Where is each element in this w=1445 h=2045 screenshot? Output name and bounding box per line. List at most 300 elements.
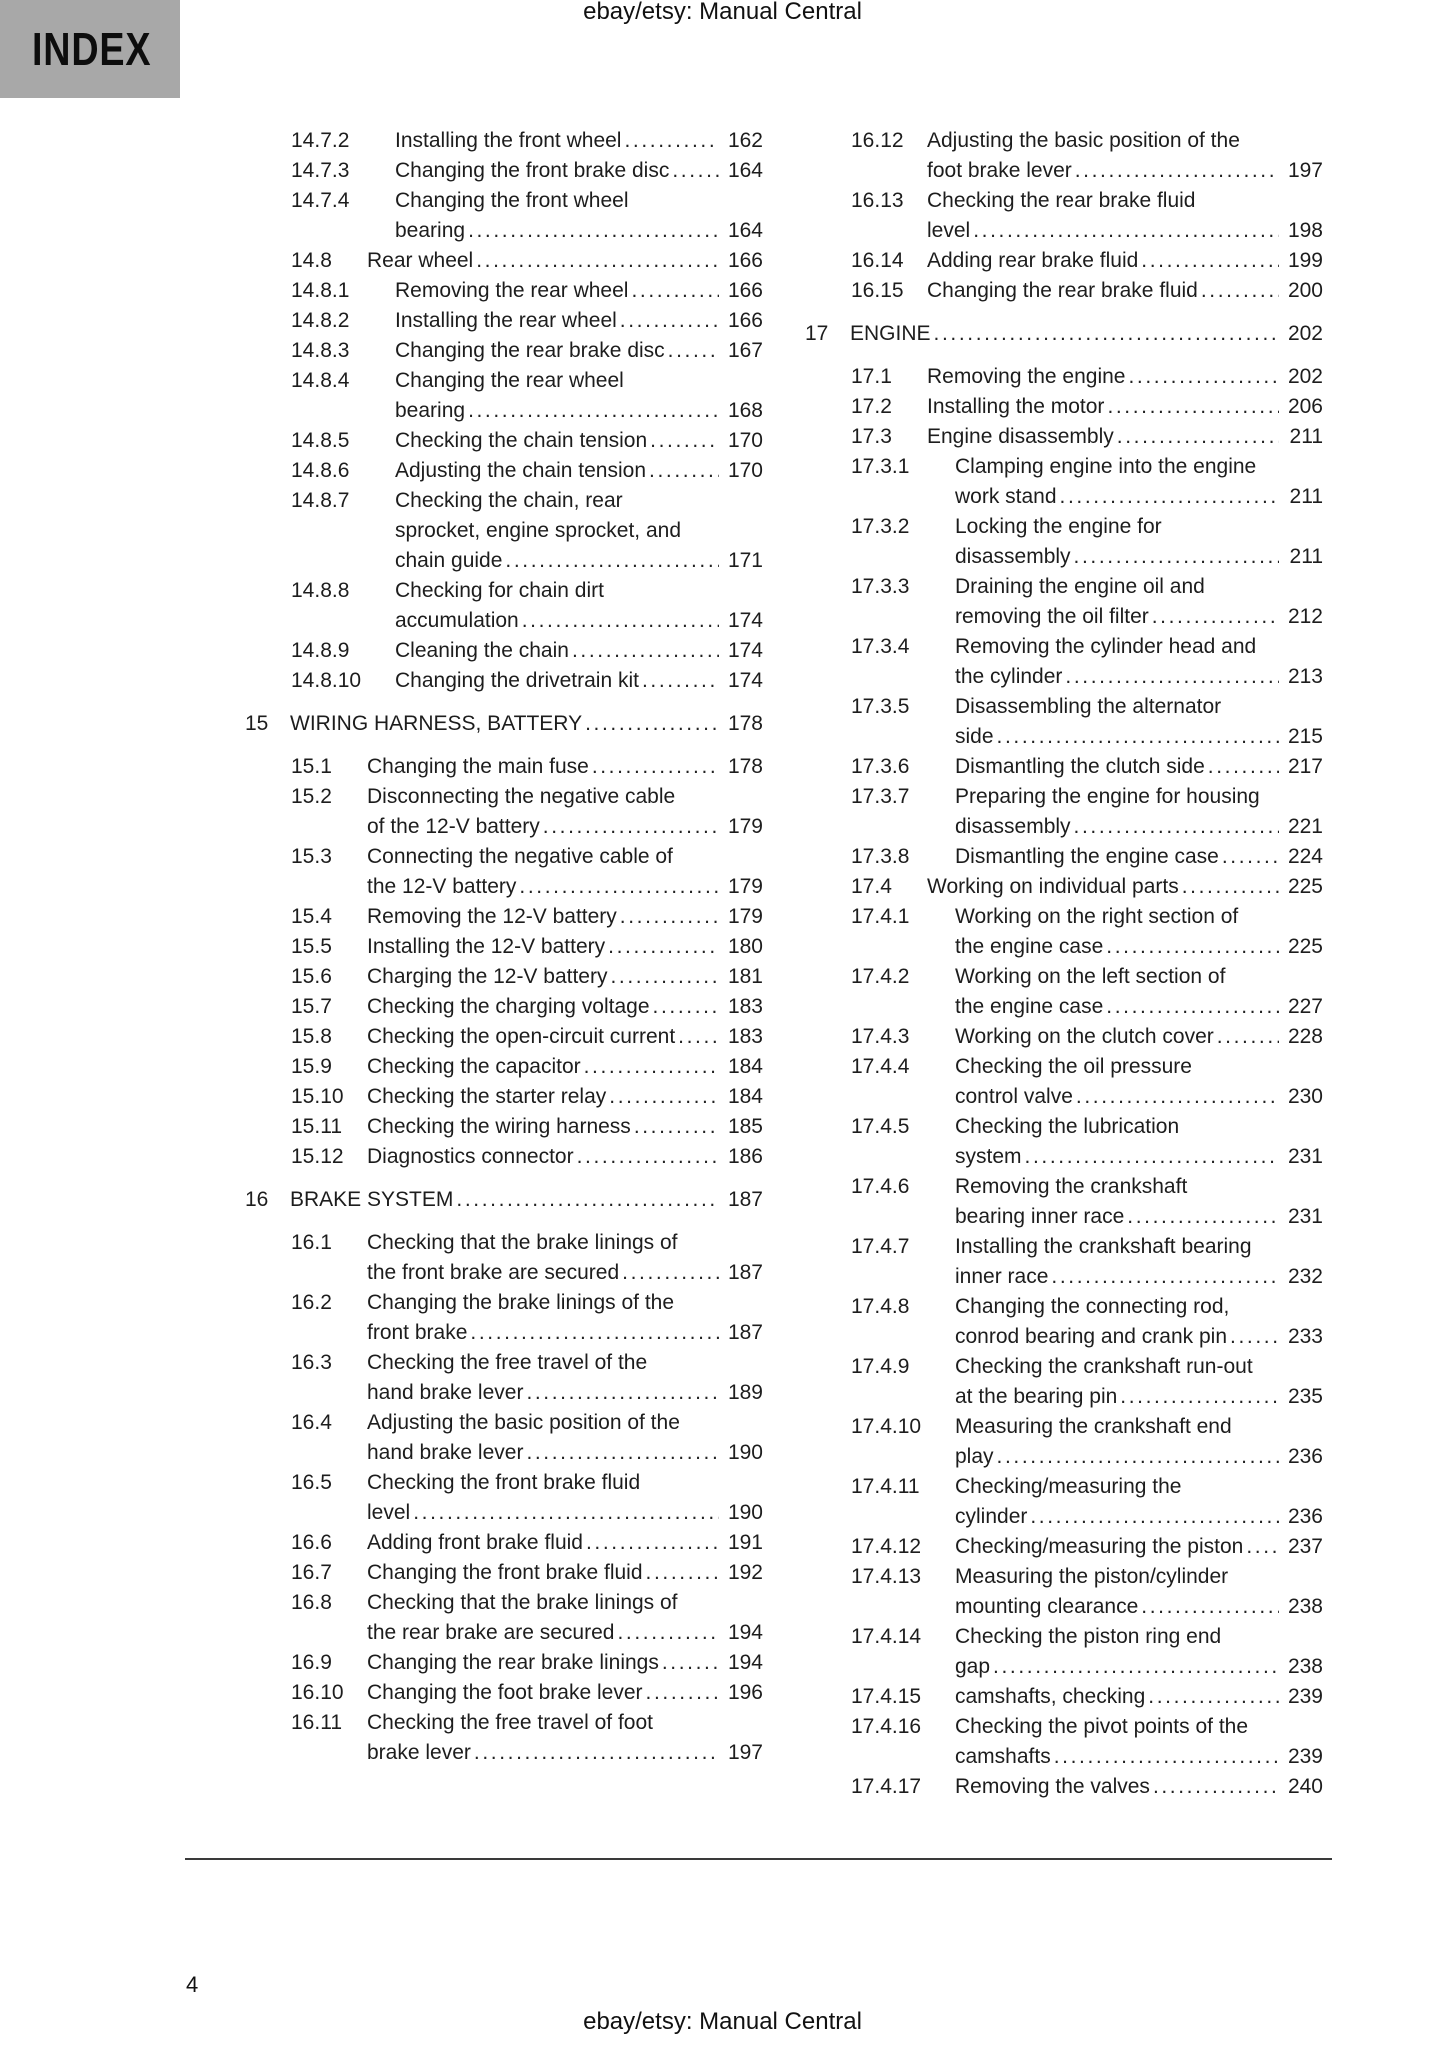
toc-entry-body bbox=[955, 1712, 1323, 1772]
toc-entry-body bbox=[367, 1648, 763, 1678]
dot-leader bbox=[610, 962, 719, 992]
toc-entry-title: WIRING HARNESS, BATTERY bbox=[290, 712, 583, 735]
toc-entry-title: Working on individual parts bbox=[927, 875, 1179, 898]
dot-leader bbox=[672, 156, 719, 186]
toc-entry-number: 17 bbox=[805, 322, 829, 345]
toc-column-left bbox=[245, 126, 763, 1802]
toc-entry-number: 15.12 bbox=[291, 1145, 344, 1168]
toc-entry-number: 15.4 bbox=[291, 905, 332, 928]
toc-entry-title: chain guide bbox=[395, 549, 503, 572]
toc-entry-title: Installing the motor bbox=[927, 395, 1105, 418]
toc-entry-title: the 12-V battery bbox=[367, 875, 517, 898]
footer-divider bbox=[185, 1858, 1332, 1860]
toc-entry-page: 206 bbox=[1287, 395, 1323, 418]
toc-entry bbox=[851, 246, 1323, 276]
toc-entry bbox=[851, 186, 1323, 246]
header-brand-title: ebay/etsy: Manual Central bbox=[583, 0, 862, 25]
toc-entry-page: 225 bbox=[1287, 935, 1323, 958]
dot-leader bbox=[1208, 752, 1279, 782]
toc-entry-body bbox=[395, 306, 763, 336]
dot-leader bbox=[456, 1185, 719, 1215]
toc-entry-page: 189 bbox=[727, 1381, 763, 1404]
toc-entry-page: 170 bbox=[727, 429, 763, 452]
toc-entry bbox=[291, 1348, 763, 1408]
toc-entry-title: control valve bbox=[955, 1085, 1073, 1108]
dot-leader bbox=[1060, 482, 1279, 512]
dot-leader bbox=[1201, 276, 1279, 306]
toc-entry-title: accumulation bbox=[395, 609, 519, 632]
toc-entry-number: 17.4.6 bbox=[851, 1175, 910, 1198]
toc-entry-title: Changing the rear brake fluid bbox=[927, 279, 1198, 302]
toc-entry-title: Removing the valves bbox=[955, 1775, 1150, 1798]
toc-entry-title: gap bbox=[955, 1655, 991, 1678]
toc-entry bbox=[291, 1708, 763, 1768]
toc-entry-title: Checking the free travel of the bbox=[367, 1351, 648, 1374]
toc-entry-number: 14.8 bbox=[291, 249, 332, 272]
toc-entry-number: 16.11 bbox=[291, 1711, 342, 1734]
toc-entry-body bbox=[955, 632, 1323, 692]
toc-entry-title: Checking the chain, rear bbox=[395, 489, 623, 512]
toc-entry-title: Cleaning the chain bbox=[395, 639, 569, 662]
toc-entry-title: Dismantling the clutch side bbox=[955, 755, 1205, 778]
toc-entry bbox=[291, 576, 763, 636]
dot-leader bbox=[1076, 1082, 1279, 1112]
toc-entry bbox=[851, 902, 1323, 962]
toc-entry-number: 16.4 bbox=[291, 1411, 332, 1434]
toc-entry-page: 190 bbox=[727, 1441, 763, 1464]
toc-entry-title: bearing inner race bbox=[955, 1205, 1125, 1228]
toc-entry-title: Checking the charging voltage bbox=[367, 995, 650, 1018]
toc-entry-title: sprocket, engine sprocket, and bbox=[395, 519, 682, 542]
toc-entry bbox=[291, 486, 763, 576]
table-of-contents bbox=[245, 126, 1323, 1802]
toc-entry bbox=[291, 1558, 763, 1588]
toc-entry-body bbox=[367, 1558, 763, 1588]
dot-leader bbox=[620, 306, 719, 336]
toc-entry-page: 240 bbox=[1287, 1775, 1323, 1798]
dot-leader bbox=[522, 606, 719, 636]
toc-entry-title: Working on the clutch cover bbox=[955, 1025, 1214, 1048]
toc-entry-title: foot brake lever bbox=[927, 159, 1072, 182]
toc-entry-body bbox=[395, 156, 763, 186]
toc-entry-body bbox=[395, 426, 763, 456]
dot-leader bbox=[1074, 812, 1279, 842]
toc-entry-title: Adding rear brake fluid bbox=[927, 249, 1139, 272]
toc-entry-number: 17.4.2 bbox=[851, 965, 910, 988]
dot-leader bbox=[1217, 1022, 1279, 1052]
toc-entry bbox=[291, 1408, 763, 1468]
toc-entry-title: Checking the open-circuit current bbox=[367, 1025, 676, 1048]
toc-entry-body bbox=[955, 962, 1323, 1022]
toc-entry-title: disassembly bbox=[955, 815, 1071, 838]
toc-entry-title: Checking for chain dirt bbox=[395, 579, 604, 602]
toc-entry-number: 17.4.3 bbox=[851, 1025, 910, 1048]
toc-entry bbox=[851, 1772, 1323, 1802]
toc-entry-number: 17.4.14 bbox=[851, 1625, 922, 1648]
toc-entry-number: 15.3 bbox=[291, 845, 332, 868]
toc-entry-page: 187 bbox=[727, 1321, 763, 1344]
dot-leader bbox=[1107, 392, 1279, 422]
toc-entry-title: system bbox=[955, 1145, 1022, 1168]
toc-entry-page: 232 bbox=[1287, 1265, 1323, 1288]
dot-leader bbox=[1141, 246, 1279, 276]
toc-entry-title: work stand bbox=[955, 485, 1057, 508]
toc-entry-number: 17.4.10 bbox=[851, 1415, 922, 1438]
toc-entry-number: 17.3.6 bbox=[851, 755, 910, 778]
toc-entry-title: Clamping engine into the engine bbox=[955, 455, 1257, 478]
toc-entry-number: 16.14 bbox=[851, 249, 904, 272]
toc-entry bbox=[851, 692, 1323, 752]
toc-entry-page: 178 bbox=[727, 755, 763, 778]
toc-entry-title: Disconnecting the negative cable bbox=[367, 785, 676, 808]
toc-entry bbox=[851, 362, 1323, 392]
toc-entry bbox=[851, 572, 1323, 632]
toc-entry-page: 162 bbox=[727, 129, 763, 152]
toc-entry-title: Removing the crankshaft bbox=[955, 1175, 1188, 1198]
toc-entry bbox=[851, 1412, 1323, 1472]
toc-entry-body bbox=[395, 456, 763, 486]
dot-leader bbox=[631, 276, 719, 306]
dot-leader bbox=[1153, 1772, 1279, 1802]
toc-entry-number: 16.5 bbox=[291, 1471, 332, 1494]
toc-entry-number: 17.3.8 bbox=[851, 845, 910, 868]
toc-entry-page: 181 bbox=[727, 965, 763, 988]
toc-entry-title: Dismantling the engine case bbox=[955, 845, 1219, 868]
toc-entry bbox=[851, 752, 1323, 782]
toc-entry-page: 166 bbox=[727, 279, 763, 302]
toc-entry-page: 217 bbox=[1287, 755, 1323, 778]
toc-entry-page: 183 bbox=[727, 1025, 763, 1048]
toc-entry-body bbox=[927, 392, 1323, 422]
toc-entry-number: 16.3 bbox=[291, 1351, 332, 1374]
toc-entry-page: 200 bbox=[1287, 279, 1323, 302]
toc-entry-title: Checking the crankshaft run-out bbox=[955, 1355, 1253, 1378]
dot-leader bbox=[1120, 1382, 1279, 1412]
toc-entry bbox=[291, 1142, 763, 1172]
toc-entry-page: 180 bbox=[727, 935, 763, 958]
dot-leader bbox=[586, 1528, 719, 1558]
toc-entry-title: Changing the rear brake linings bbox=[367, 1651, 659, 1674]
toc-entry bbox=[851, 1022, 1323, 1052]
toc-entry-title: hand brake lever bbox=[367, 1381, 524, 1404]
toc-entry-number: 17.3.1 bbox=[851, 455, 910, 478]
dot-leader bbox=[634, 1112, 719, 1142]
dot-leader bbox=[474, 1738, 719, 1768]
dot-leader bbox=[543, 812, 719, 842]
dot-leader bbox=[997, 722, 1279, 752]
toc-entry-title: Installing the front wheel bbox=[395, 129, 622, 152]
toc-entry-title: the cylinder bbox=[955, 665, 1063, 688]
dot-leader bbox=[1246, 1532, 1279, 1562]
toc-entry-body bbox=[367, 932, 763, 962]
toc-entry-body bbox=[955, 902, 1323, 962]
toc-entry-title: Changing the main fuse bbox=[367, 755, 589, 778]
toc-entry-title: Installing the rear wheel bbox=[395, 309, 617, 332]
toc-entry-body bbox=[955, 1232, 1323, 1292]
toc-entry-body bbox=[955, 1772, 1323, 1802]
toc-entry-page: 184 bbox=[727, 1055, 763, 1078]
toc-entry-title: Adding front brake fluid bbox=[367, 1531, 583, 1554]
toc-entry-title: play bbox=[955, 1445, 994, 1468]
dot-leader bbox=[1230, 1322, 1279, 1352]
toc-entry-body bbox=[367, 1022, 763, 1052]
toc-entry-number: 15.10 bbox=[291, 1085, 344, 1108]
toc-entry-number: 16 bbox=[245, 1188, 269, 1211]
dot-leader bbox=[1054, 1742, 1279, 1772]
toc-entry-number: 14.8.4 bbox=[291, 369, 350, 392]
toc-entry-body bbox=[367, 902, 763, 932]
toc-entry-page: 221 bbox=[1287, 815, 1323, 838]
toc-entry-number: 14.7.2 bbox=[291, 129, 350, 152]
toc-entry-title: Locking the engine for bbox=[955, 515, 1162, 538]
toc-entry-page: 228 bbox=[1287, 1025, 1323, 1048]
toc-entry-page: 194 bbox=[727, 1621, 763, 1644]
toc-entry-title: Adjusting the basic position of the bbox=[927, 129, 1240, 152]
toc-entry-body bbox=[955, 1472, 1323, 1532]
toc-entry-title: level bbox=[367, 1501, 411, 1524]
dot-leader bbox=[585, 709, 719, 739]
toc-entry-page: 187 bbox=[727, 1188, 763, 1211]
toc-entry bbox=[291, 636, 763, 666]
toc-entry-body bbox=[395, 336, 763, 366]
toc-entry-page: 199 bbox=[1287, 249, 1323, 272]
toc-entry-body bbox=[955, 452, 1323, 512]
toc-entry-number: 15.2 bbox=[291, 785, 332, 808]
toc-entry-page: 190 bbox=[727, 1501, 763, 1524]
toc-entry-title: Removing the 12-V battery bbox=[367, 905, 617, 928]
toc-entry-title: of the 12-V battery bbox=[367, 815, 540, 838]
dot-leader bbox=[934, 319, 1279, 349]
toc-entry-number: 15 bbox=[245, 712, 269, 735]
toc-entry-body bbox=[367, 1082, 763, 1112]
toc-entry-page: 227 bbox=[1287, 995, 1323, 1018]
toc-entry-number: 16.2 bbox=[291, 1291, 332, 1314]
toc-entry-title: front brake bbox=[367, 1321, 468, 1344]
dot-leader bbox=[608, 932, 719, 962]
toc-entry-number: 16.15 bbox=[851, 279, 904, 302]
toc-entry bbox=[851, 1292, 1323, 1352]
toc-entry-number: 17.3.3 bbox=[851, 575, 910, 598]
toc-entry-title: Checking the chain tension bbox=[395, 429, 648, 452]
toc-entry-title: Installing the crankshaft bearing bbox=[955, 1235, 1252, 1258]
toc-entry bbox=[291, 842, 763, 902]
toc-entry-page: 202 bbox=[1287, 322, 1323, 345]
toc-entry-number: 14.8.3 bbox=[291, 339, 350, 362]
toc-entry-title: level bbox=[927, 219, 971, 242]
toc-entry-page: 192 bbox=[727, 1561, 763, 1584]
dot-leader bbox=[1141, 1592, 1279, 1622]
toc-entry-number: 17.3.2 bbox=[851, 515, 910, 538]
toc-entry-number: 17.4 bbox=[851, 875, 892, 898]
toc-entry-page: 215 bbox=[1287, 725, 1323, 748]
dot-leader bbox=[1075, 156, 1279, 186]
toc-entry bbox=[851, 1712, 1323, 1772]
toc-entry-number: 17.3 bbox=[851, 425, 892, 448]
toc-entry-body bbox=[395, 486, 763, 576]
toc-entry-title: Checking the pivot points of the bbox=[955, 1715, 1249, 1738]
toc-entry-page: 197 bbox=[727, 1741, 763, 1764]
toc-entry-title: Checking the piston ring end bbox=[955, 1625, 1222, 1648]
toc-entry-title: Engine disassembly bbox=[927, 425, 1114, 448]
toc-entry-page: 238 bbox=[1287, 1655, 1323, 1678]
toc-entry-title: Charging the 12-V battery bbox=[367, 965, 608, 988]
toc-entry-page: 183 bbox=[727, 995, 763, 1018]
toc-entry bbox=[851, 632, 1323, 692]
toc-entry bbox=[291, 1052, 763, 1082]
toc-entry-body bbox=[367, 1052, 763, 1082]
dot-leader bbox=[1127, 1202, 1279, 1232]
toc-entry-title: Changing the foot brake lever bbox=[367, 1681, 643, 1704]
toc-entry-page: 170 bbox=[727, 459, 763, 482]
toc-entry-page: 166 bbox=[727, 309, 763, 332]
toc-entry-title: Checking the lubrication bbox=[955, 1115, 1180, 1138]
toc-entry bbox=[851, 1682, 1323, 1712]
toc-entry-page: 164 bbox=[727, 159, 763, 182]
toc-entry-body bbox=[955, 1352, 1323, 1412]
toc-entry bbox=[291, 126, 763, 156]
toc-entry-page: 174 bbox=[727, 609, 763, 632]
toc-entry-number: 15.6 bbox=[291, 965, 332, 988]
dot-leader bbox=[526, 1438, 719, 1468]
dot-leader bbox=[1030, 1502, 1279, 1532]
dot-leader bbox=[997, 1442, 1279, 1472]
toc-entry-page: 174 bbox=[727, 639, 763, 662]
dot-leader bbox=[476, 246, 719, 276]
dot-leader bbox=[609, 1082, 719, 1112]
toc-entry-page: 225 bbox=[1287, 875, 1323, 898]
toc-entry-number: 17.4.7 bbox=[851, 1235, 910, 1258]
toc-entry-page: 196 bbox=[727, 1681, 763, 1704]
toc-entry bbox=[291, 336, 763, 366]
toc-entry bbox=[851, 422, 1323, 452]
toc-entry-title: Working on the left section of bbox=[955, 965, 1226, 988]
toc-entry bbox=[291, 1648, 763, 1678]
dot-leader bbox=[1117, 422, 1279, 452]
dot-leader bbox=[646, 1678, 719, 1708]
toc-entry-body bbox=[955, 1172, 1323, 1232]
toc-entry bbox=[291, 666, 763, 696]
toc-entry-body bbox=[955, 1532, 1323, 1562]
toc-entry-body bbox=[290, 1185, 763, 1215]
dot-leader bbox=[617, 1618, 719, 1648]
toc-entry bbox=[291, 156, 763, 186]
toc-entry bbox=[851, 1352, 1323, 1412]
dot-leader bbox=[1222, 842, 1279, 872]
toc-entry-body bbox=[955, 1052, 1323, 1112]
toc-entry bbox=[291, 992, 763, 1022]
toc-entry-title: at the bearing pin bbox=[955, 1385, 1118, 1408]
toc-entry-title: Changing the brake linings of the bbox=[367, 1291, 675, 1314]
toc-entry-number: 17.3.7 bbox=[851, 785, 910, 808]
dot-leader bbox=[624, 126, 719, 156]
toc-entry-number: 17.4.5 bbox=[851, 1115, 910, 1138]
toc-entry-title: BRAKE SYSTEM bbox=[290, 1188, 454, 1211]
dot-leader bbox=[973, 216, 1279, 246]
dot-leader bbox=[505, 546, 719, 576]
toc-entry-page: 179 bbox=[727, 875, 763, 898]
toc-entry-page: 236 bbox=[1287, 1445, 1323, 1468]
toc-entry-body bbox=[367, 1112, 763, 1142]
toc-entry-body bbox=[927, 186, 1323, 246]
toc-entry-number: 17.4.1 bbox=[851, 905, 910, 928]
toc-entry bbox=[851, 782, 1323, 842]
toc-entry-number: 17.3.4 bbox=[851, 635, 910, 658]
toc-entry bbox=[291, 1468, 763, 1528]
toc-entry-body bbox=[367, 752, 763, 782]
toc-entry bbox=[291, 186, 763, 246]
toc-entry-body bbox=[395, 666, 763, 696]
toc-entry bbox=[291, 1528, 763, 1558]
toc-entry bbox=[851, 452, 1323, 512]
toc-entry-title: Working on the right section of bbox=[955, 905, 1239, 928]
dot-leader bbox=[468, 216, 719, 246]
toc-entry-title: the rear brake are secured bbox=[367, 1621, 615, 1644]
toc-entry bbox=[851, 1562, 1323, 1622]
toc-entry-page: 237 bbox=[1287, 1535, 1323, 1558]
dot-leader bbox=[1182, 872, 1279, 902]
toc-entry bbox=[851, 1232, 1323, 1292]
toc-entry bbox=[851, 1622, 1323, 1682]
toc-entry-title: Checking/measuring the piston bbox=[955, 1535, 1244, 1558]
toc-entry-title: disassembly bbox=[955, 545, 1071, 568]
dot-leader bbox=[572, 636, 719, 666]
toc-entry-page: 211 bbox=[1289, 425, 1323, 448]
toc-entry-number: 17.4.15 bbox=[851, 1685, 922, 1708]
toc-entry-body bbox=[955, 1022, 1323, 1052]
dot-leader bbox=[650, 426, 719, 456]
toc-entry-body bbox=[955, 842, 1323, 872]
toc-entry-body bbox=[955, 1562, 1323, 1622]
toc-entry-page: 239 bbox=[1287, 1685, 1323, 1708]
toc-entry-page: 191 bbox=[727, 1531, 763, 1554]
toc-entry-number: 16.10 bbox=[291, 1681, 344, 1704]
toc-entry-title: Removing the cylinder head and bbox=[955, 635, 1257, 658]
toc-entry bbox=[851, 1172, 1323, 1232]
toc-entry bbox=[291, 456, 763, 486]
dot-leader bbox=[1152, 602, 1279, 632]
toc-entry bbox=[291, 1588, 763, 1648]
toc-entry-body bbox=[955, 1412, 1323, 1472]
toc-entry-title: Adjusting the basic position of the bbox=[367, 1411, 680, 1434]
toc-entry-title: Measuring the crankshaft end bbox=[955, 1415, 1232, 1438]
toc-entry-title: Checking the wiring harness bbox=[367, 1115, 631, 1138]
toc-entry-number: 17.4.9 bbox=[851, 1355, 910, 1378]
dot-leader bbox=[1106, 992, 1279, 1022]
toc-entry-title: Changing the front brake disc bbox=[395, 159, 670, 182]
toc-entry-number: 14.8.1 bbox=[291, 279, 350, 302]
toc-entry-body bbox=[955, 692, 1323, 752]
toc-entry-number: 14.8.8 bbox=[291, 579, 350, 602]
dot-leader bbox=[584, 1052, 719, 1082]
toc-entry-body bbox=[955, 572, 1323, 632]
toc-entry-body bbox=[290, 709, 763, 739]
dot-leader bbox=[662, 1648, 719, 1678]
toc-entry-body bbox=[367, 1468, 763, 1528]
toc-entry-title: Changing the connecting rod, bbox=[955, 1295, 1230, 1318]
dot-leader bbox=[1025, 1142, 1279, 1172]
toc-entry-title: Preparing the engine for housing bbox=[955, 785, 1260, 808]
toc-entry-page: 235 bbox=[1287, 1385, 1323, 1408]
toc-entry bbox=[851, 512, 1323, 572]
toc-entry bbox=[291, 902, 763, 932]
toc-entry-page: 179 bbox=[727, 815, 763, 838]
toc-entry-body bbox=[367, 992, 763, 1022]
toc-entry-body bbox=[927, 422, 1323, 452]
toc-entry bbox=[851, 1472, 1323, 1532]
toc-entry-body bbox=[955, 1622, 1323, 1682]
toc-entry-body bbox=[395, 366, 763, 426]
toc-entry-body bbox=[367, 1142, 763, 1172]
